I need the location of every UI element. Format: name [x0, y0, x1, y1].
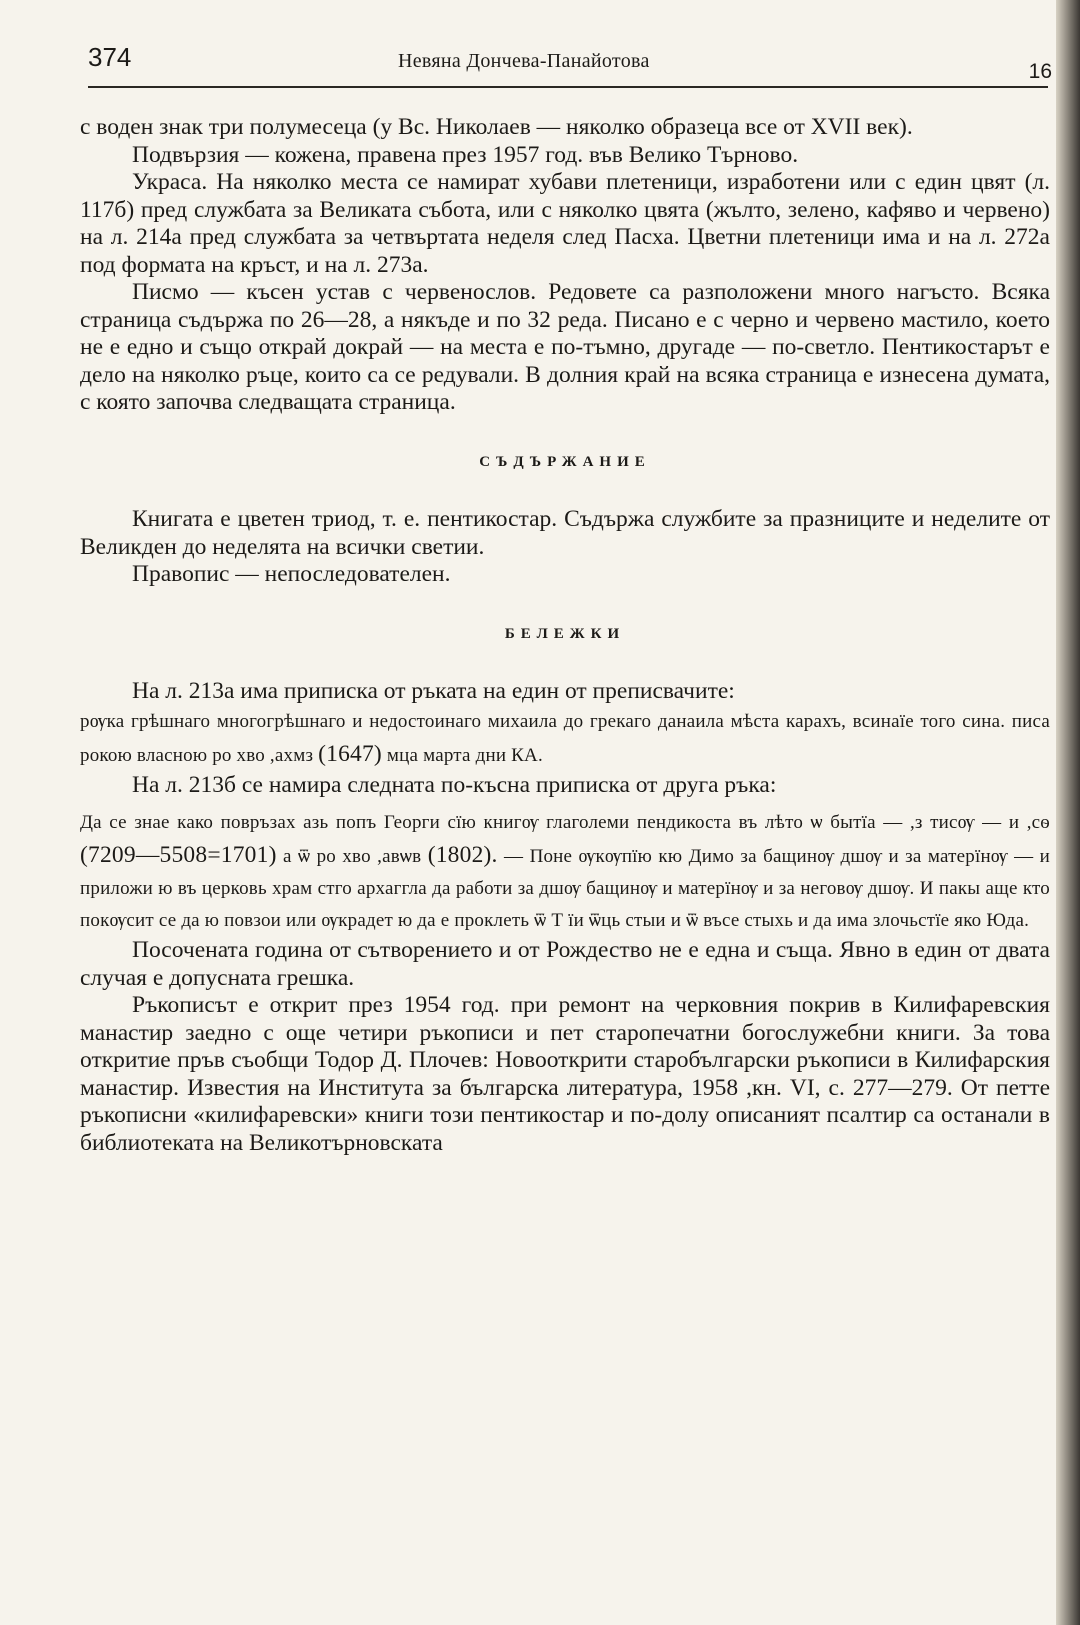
section-heading-notes: БЕЛЕЖКИ [504, 625, 626, 642]
paragraph-script: Писмо — късен устав с червенослов. Редовете са разположени много нагъсто. Всяка страница съдържа по 26—28, а някъде и по 32 реда. Писано е с черно и червено мастило, което не е едно и също открай докрай — на места е по-тъмно, другаде — по-светло. Пентикостарът е дело на няколко ръце, които са се редували. В долния край на всяка страница е изнесена думата, с която започва следващата страница. [80, 279, 1050, 415]
old-slavonic-text: а ѿ ро хво ,авѡв [282, 846, 422, 867]
year-1647: (1647) [318, 740, 382, 767]
paragraph-watermark: с воден знак три полумесеца (у Вс. Николаев — няколко образеца все от XVII век). [80, 114, 913, 140]
old-slavonic-text: Да се знае како повръзах азь попъ Георги сїю книгѹ глаголеми пендикоста въ лѣто ѡ бытїа — ,з тисѹ — и ,сѳ [80, 812, 1050, 833]
section-heading-contents: СЪДЪРЖАНИЕ [479, 453, 651, 470]
year-1802: (1802). [427, 842, 498, 868]
paragraph-binding: Подвързия — кожена, правена през 1957 год. във Велико Търново. [132, 141, 799, 168]
old-slavonic-text: мца марта дни КА. [386, 744, 543, 766]
year-1701: (7209—5508=1701) [80, 842, 277, 868]
running-head: Невяна Дончева-Панайотова [398, 50, 650, 72]
book-spine-edge [1056, 0, 1080, 1625]
page-number: 374 [88, 42, 132, 72]
page-header [88, 42, 1052, 83]
old-slavonic-note-1 [80, 706, 1050, 772]
paragraph-orthography: Правопис — непоследователен. [132, 561, 451, 587]
old-slavonic-text: рѹка грѣшнаго многогрѣшнаго и недостоинаго михаила до грекаго данаила мѣста карахъ, всинаїе того сина. писа рокою власною ро хво ,ахмз [80, 710, 1050, 766]
paragraph-decoration: Украса. На няколко места се намират хубави плетеници, изработени или с един цвят (л. 117б) пред службата за Великата събота, или с няколко цвята (жълто, зелено, кафяво и червено) на л. 214а пред службата за четвъртата неделя след Пасха. Цветни плетеници има и на л. 272а под формата на кръст, и на л. 273а. [80, 169, 1050, 278]
paragraph-note-intro-2: На л. 213б се намира следната по-късна приписка от друга ръка: [132, 771, 777, 798]
paragraph-note-intro-1: На л. 213а има приписка от ръката на един от преписвачите: [132, 678, 735, 704]
header-rule [88, 86, 1048, 88]
margin-mark: 16 [1028, 60, 1052, 83]
body-text [80, 114, 1050, 1157]
old-slavonic-note-2 [80, 807, 1050, 937]
old-slavonic-text: — Поне ѹкѹпїю кю Димо за бащинѹ дшѹ и за матерїнѹ — и приложи ю въ церковь храм стго архаггла да работи за дшѹ бащинѹ и матерїнѹ и за неговѹ дшѹ. И пакы аще кто покѹсит се да ю повзои или ѹкрадет ю да е проклеть ѿ Т їи ѿць стыи и ѿ въсе стыхь и да има злочьстїе яко Юда. [80, 846, 1051, 931]
paragraph-contents: Книгата е цветен триод, т. е. пентикостар. Съдържа службите за празниците и неделите от Великден до неделята на всички светии. [80, 506, 1050, 560]
paragraph-discovery: Ръкописът е открит през 1954 год. при ремонт на черковния покрив в Килифаревския манастир заедно с още четири ръкописи и пет старопечатни богослужебни книги. За това откритие пръв съобщи Тодор Д. Плочев: Новооткрити старобългарски ръкописи в Килифарския манастир. Известия на Института за българска литература, 1958 ,кн. VI, с. 277—279. От петте ръкописни «килифаревски» книги този пентикостар и по-долу описаният псалтир са останали в библиотеката на Великотърновската [80, 992, 1050, 1156]
paragraph-date-discrepancy: Посочената година от сътворението и от Рождество не е една и съща. Явно в един от двата случая е допусната грешка. [80, 937, 1050, 991]
